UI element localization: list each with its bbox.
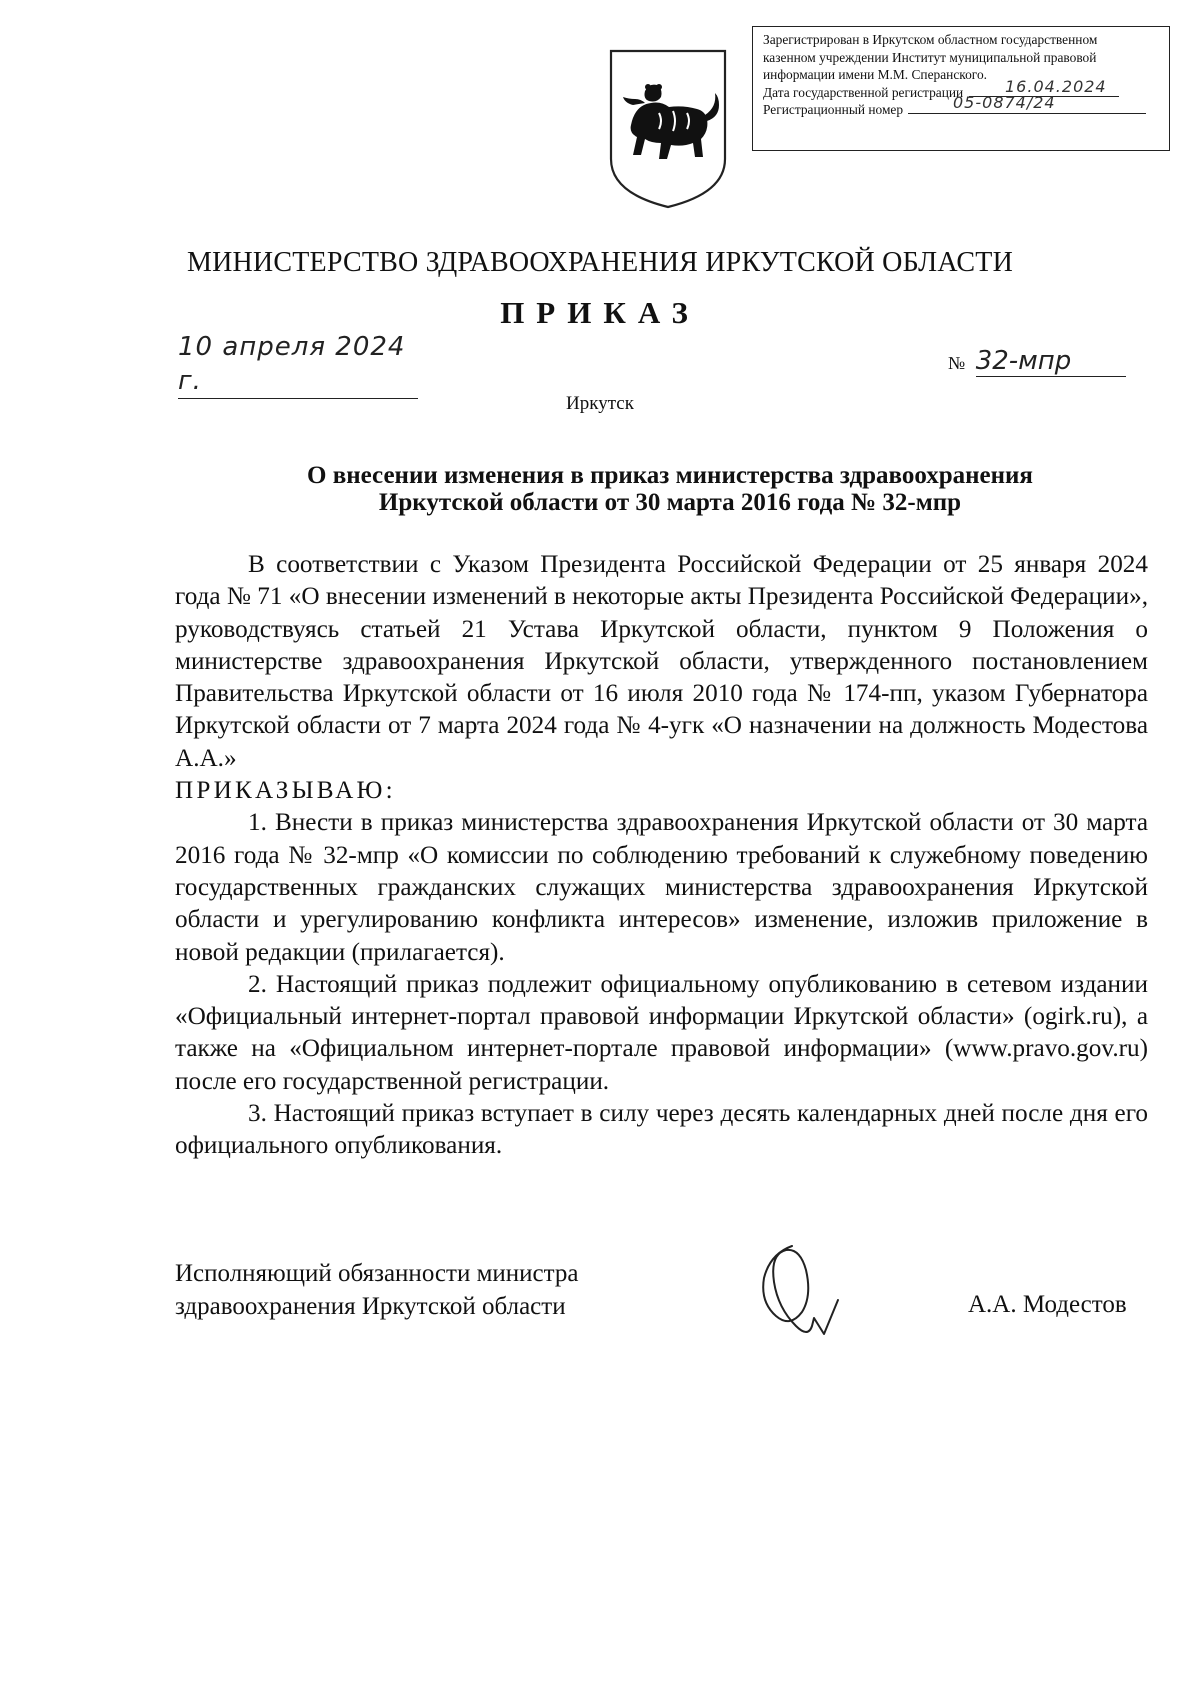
handwritten-signature [752, 1238, 864, 1348]
order-item: 1. Внести в приказ министерства здравоохранения Иркутской области от 30 марта 2016 года № 32-мпр «О комиссии по соблюдению требований к служебному поведению государственных гражданских служащих министерства здравоохранения Иркутской области и урегулированию конфликта интересов» изменение, изложив приложение в новой редакции (прилагается). [175, 809, 1148, 966]
stamp-line: Зарегистрирован в Иркутском областном государственном [763, 32, 1098, 47]
title-line: О внесении изменения в приказ министерства здравоохранения [307, 462, 1033, 489]
order-item: 3. Настоящий приказ вступает в силу через десять календарных дней после дня его официального опубликования. [175, 1100, 1148, 1160]
stamp-date-value: 16.04.2024 [1005, 76, 1107, 96]
order-item: 2. Настоящий приказ подлежит официальному опубликованию в сетевом издании «Официальный интернет-портал правовой информации Иркутской области» (ogirk.ru), а также на «Официальном интернет-портале правовой информации» (www.pravo.gov.ru) после его государственной регистрации. [175, 970, 1148, 1095]
order-number-row [948, 346, 1126, 377]
document-title [240, 462, 1100, 516]
stamp-line: информации имени М.М. Сперанского. [763, 67, 987, 83]
signer-position-line: Исполняющий обязанности министра [175, 1260, 579, 1287]
signer-position-line: здравоохранения Иркутской области [175, 1292, 566, 1320]
decree-word: ПРИКАЗЫВАЮ: [175, 777, 396, 805]
coat-of-arms-emblem [605, 47, 731, 211]
number-sign: № [948, 353, 966, 373]
document-type-heading: ПРИКАЗ [500, 295, 700, 330]
order-number-handwritten: 32-мпр [976, 346, 1126, 377]
preamble-paragraph: В соответствии с Указом Президента Российской Федерации от 25 января 2024 года № 71 «О внесении изменений в некоторые акты Президента Российской Федерации», руководствуясь статьей 21 Устава Иркутской области, пунктом 9 Положения о министерстве здравоохранения Иркутской области, утвержденного постановлением Правительства Иркутской области от 16 июля 2010 года № 174-пп, указом Губернатора Иркутской области от 7 марта 2024 года № 4-угк «О назначении на должность Модестова А.А.» [175, 551, 1148, 772]
stamp-date-label: Дата государственной регистрации [763, 84, 964, 100]
stamp-number-label: Регистрационный номер [763, 102, 904, 118]
title-line: Иркутской области от 30 марта 2016 года № 32-мпр [378, 489, 962, 516]
stamp-number-row [763, 93, 1161, 119]
stamp-number-value: 05-0874/24 [953, 93, 1056, 113]
ministry-name: МИНИСТЕРСТВО ЗДРАВООХРАНЕНИЯ ИРКУТСКОЙ ОБЛАСТИ [186, 247, 1013, 278]
document-body [175, 549, 1148, 1163]
stamp-line: казенном учреждении Институт муниципальной правовой [763, 49, 1097, 65]
signer-position [175, 1258, 578, 1323]
issue-city: Иркутск [566, 393, 634, 414]
signer-name: А.А. Модестов [968, 1291, 1127, 1318]
order-date-handwritten: 10 апреля 2024 г. [178, 330, 418, 399]
registration-stamp [752, 26, 1170, 151]
